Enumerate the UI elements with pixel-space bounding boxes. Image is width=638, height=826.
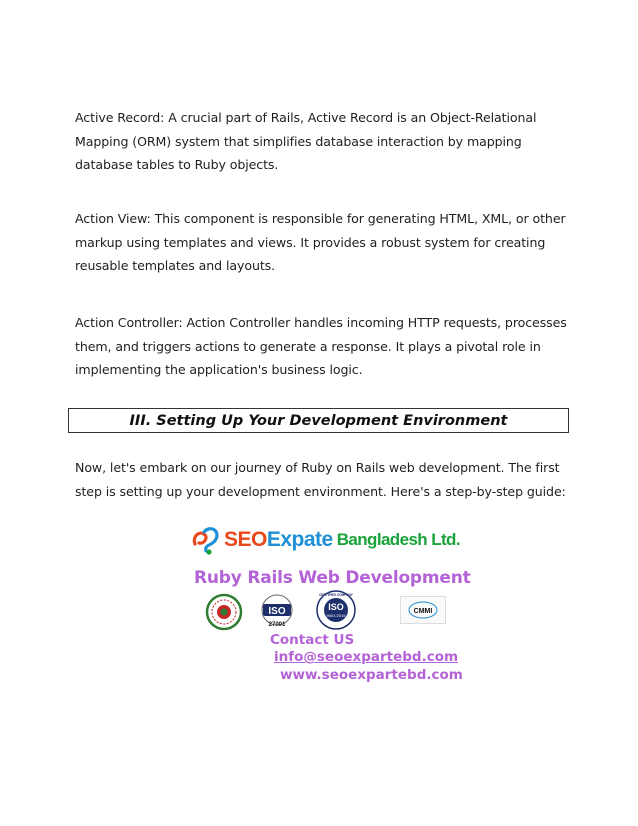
iso-9001-label: ISO	[328, 602, 344, 612]
company-banner	[190, 524, 471, 694]
paragraph-action-controller: Action Controller: Action Controller handles incoming HTTP requests, processes them, and triggers actions to generate a response. It plays a pivotal role in implementing the application's business logic.	[75, 315, 567, 377]
cmmi-icon	[401, 597, 445, 623]
company-logo	[190, 524, 460, 556]
service-title: Ruby Rails Web Development	[194, 568, 471, 588]
certification-badges	[204, 592, 444, 630]
cmmi-badge	[400, 596, 446, 624]
brand-bangladesh-text: Bangladesh Ltd.	[336, 530, 460, 549]
contact-heading: Contact US	[270, 632, 355, 648]
contact-email-link[interactable]: info@seoexpartebd.com	[274, 649, 459, 665]
iso-27001-code: 27001	[268, 622, 286, 628]
brand-seo-text: SEO	[224, 528, 267, 551]
iso-27001-badge	[259, 594, 295, 630]
iso-9001-sub: 9001:2015	[326, 613, 346, 618]
cmmi-label: CMMI	[413, 608, 433, 615]
paragraph-setup-intro: Now, let's embark on our journey of Ruby on Rails web development. The first step is setting up your development environment. Here's a step-by-step guide:	[75, 460, 566, 499]
seo-logo-icon	[190, 524, 224, 556]
iso-9001-ring-text: CERTIFIED COMPANY	[319, 593, 353, 597]
contact-website-link[interactable]: www.seoexpartebd.com	[280, 667, 463, 683]
iso-27001-icon	[259, 594, 295, 630]
iso-27001-label: ISO	[268, 606, 286, 617]
paragraph-active-record: Active Record: A crucial part of Rails, Active Record is an Object-Relational Mapping (ORM) system that simplifies database interaction by mapping database tables to Ruby objects.	[75, 110, 537, 172]
government-seal-icon	[204, 592, 244, 632]
section-title: III. Setting Up Your Development Environment	[129, 412, 508, 429]
iso-9001-badge	[316, 590, 356, 630]
iso-9001-certified-icon	[316, 590, 356, 630]
section-heading-box	[68, 408, 569, 433]
brand-expate-text: Expate	[266, 528, 333, 551]
paragraph-action-view: Action View: This component is responsible for generating HTML, XML, or other markup using templates and views. It provides a robust system for creating reusable templates and layouts.	[75, 211, 566, 273]
